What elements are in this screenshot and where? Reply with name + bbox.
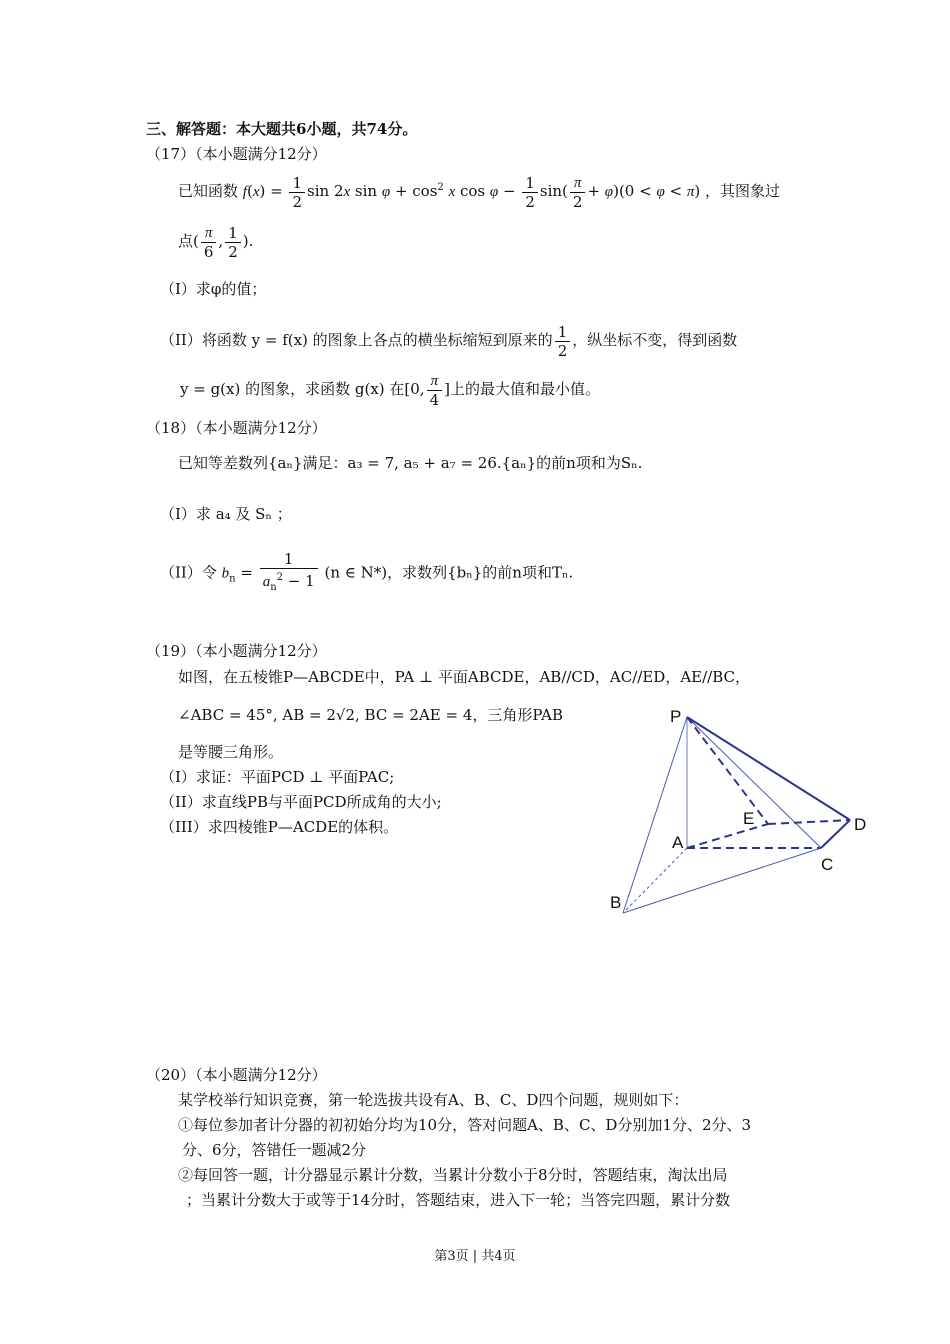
q19-part2: （II）求直线PB与平面PCD所成角的大小;: [160, 793, 442, 811]
q17-intro-suffix: ，其图象过: [705, 182, 781, 200]
q20-intro: 某学校举行知识竞赛，第一轮选拔共设有A、B、C、D四个问题，规则如下：: [178, 1091, 689, 1109]
page-footer: 第3页 | 共4页: [434, 1249, 516, 1264]
fraction-one-half: $\frac{1}{2}$: [289, 174, 305, 211]
q19-line2: ∠ABC = 45°, AB = 2√2, BC = 2AE = 4，三角形PAB: [178, 706, 563, 724]
q18-part2: （II）令 $b_n$ = $\frac{1}{a_n^2 - 1}$ (n ∈ N*)，求数列{bₙ}的前n项和Tₙ.: [160, 550, 573, 602]
edge-BC: [623, 848, 821, 913]
edge-ED: [768, 820, 850, 824]
q19-part1: （I）求证：平面PCD ⊥ 平面PAC;: [160, 768, 395, 786]
edge-AE: [687, 824, 768, 848]
q17-point-prefix: 点: [178, 232, 194, 250]
label-P: P: [670, 707, 682, 726]
label-B: B: [610, 893, 622, 912]
fraction-bn: $\frac{1}{a_n^2 - 1}$: [260, 550, 318, 597]
q18-part1: （I）求 a₄ 及 Sₙ ；: [160, 505, 292, 523]
q20-rule2-line1: ②每回答一题，计分器显示累计分数，当累计分数小于8分时，答题结束，淘汰出局: [178, 1166, 728, 1184]
q17-part2-line2: y = g(x) 的图象，求函数 g(x) 在[0, $\frac{\pi}{4}$ ]上的最大值和最小值。: [180, 373, 601, 409]
label-A: A: [672, 833, 684, 852]
label-E: E: [743, 809, 755, 828]
q17-intro: 已知函数 f(x) = $\frac{1}{2}$ sin 2x $\sin \varphi + \cos^2 x$ cos φ − $\frac{1}{2}$ sin( $\frac{\pi}{2}$ + φ)(0 < φ < π) ，其图象过: [178, 173, 781, 211]
q18-header: （18）（本小题满分12分）: [146, 419, 327, 437]
q17-intro-prefix: 已知函数: [178, 182, 239, 200]
edge-AB: [623, 848, 687, 913]
edge-PD: [687, 717, 850, 820]
q18-intro: 已知等差数列{aₙ}满足：a₃ = 7, a₅ + a₇ = 26.{aₙ}的前n项和为Sₙ.: [178, 454, 643, 472]
q20-rule1-line2: 分、6分，答错任一题减2分: [182, 1141, 367, 1159]
edge-CD: [821, 820, 850, 848]
q17-point: 点( $\frac{\pi}{6}$ , $\frac{1}{2}$ ).: [178, 223, 254, 261]
q20-rule2-line2: ；当累计分数大于或等于14分时，答题结束，进入下一轮；当答完四题，累计分数: [186, 1191, 731, 1209]
q20-header: （20）（本小题满分12分）: [146, 1066, 327, 1084]
q19-line1: 如图，在五棱锥P—ABCDE中，PA ⊥ 平面ABCDE，AB//CD，AC//ED，AE//BC，: [178, 668, 750, 686]
edge-PB: [623, 717, 687, 913]
q17-part1: （I）求φ的值；: [160, 280, 267, 298]
q17-part2-line1: （II）将函数 y = f(x) 的图象上各点的横坐标缩短到原来的 $\frac{1}{2}$ ，纵坐标不变，得到函数: [160, 322, 738, 360]
q17-function-formula: f: [242, 184, 247, 200]
label-D: D: [854, 815, 867, 834]
q19-part3: （III）求四棱锥P—ACDE的体积。: [160, 818, 399, 836]
q19-header: （19）（本小题满分12分）: [146, 642, 327, 660]
q17-header: （17）（本小题满分12分）: [146, 145, 327, 163]
edge-PE: [687, 717, 768, 824]
section-header: 三、解答题：本大题共6小题，共74分。: [146, 120, 418, 138]
q20-rule1-line1: ①每位参加者计分器的初初始分均为10分，答对问题A、B、C、D分别加1分、2分、3: [178, 1116, 752, 1134]
q19-line3: 是等腰三角形。: [178, 743, 284, 761]
pyramid-figure: [600, 700, 890, 925]
label-C: C: [821, 855, 834, 874]
